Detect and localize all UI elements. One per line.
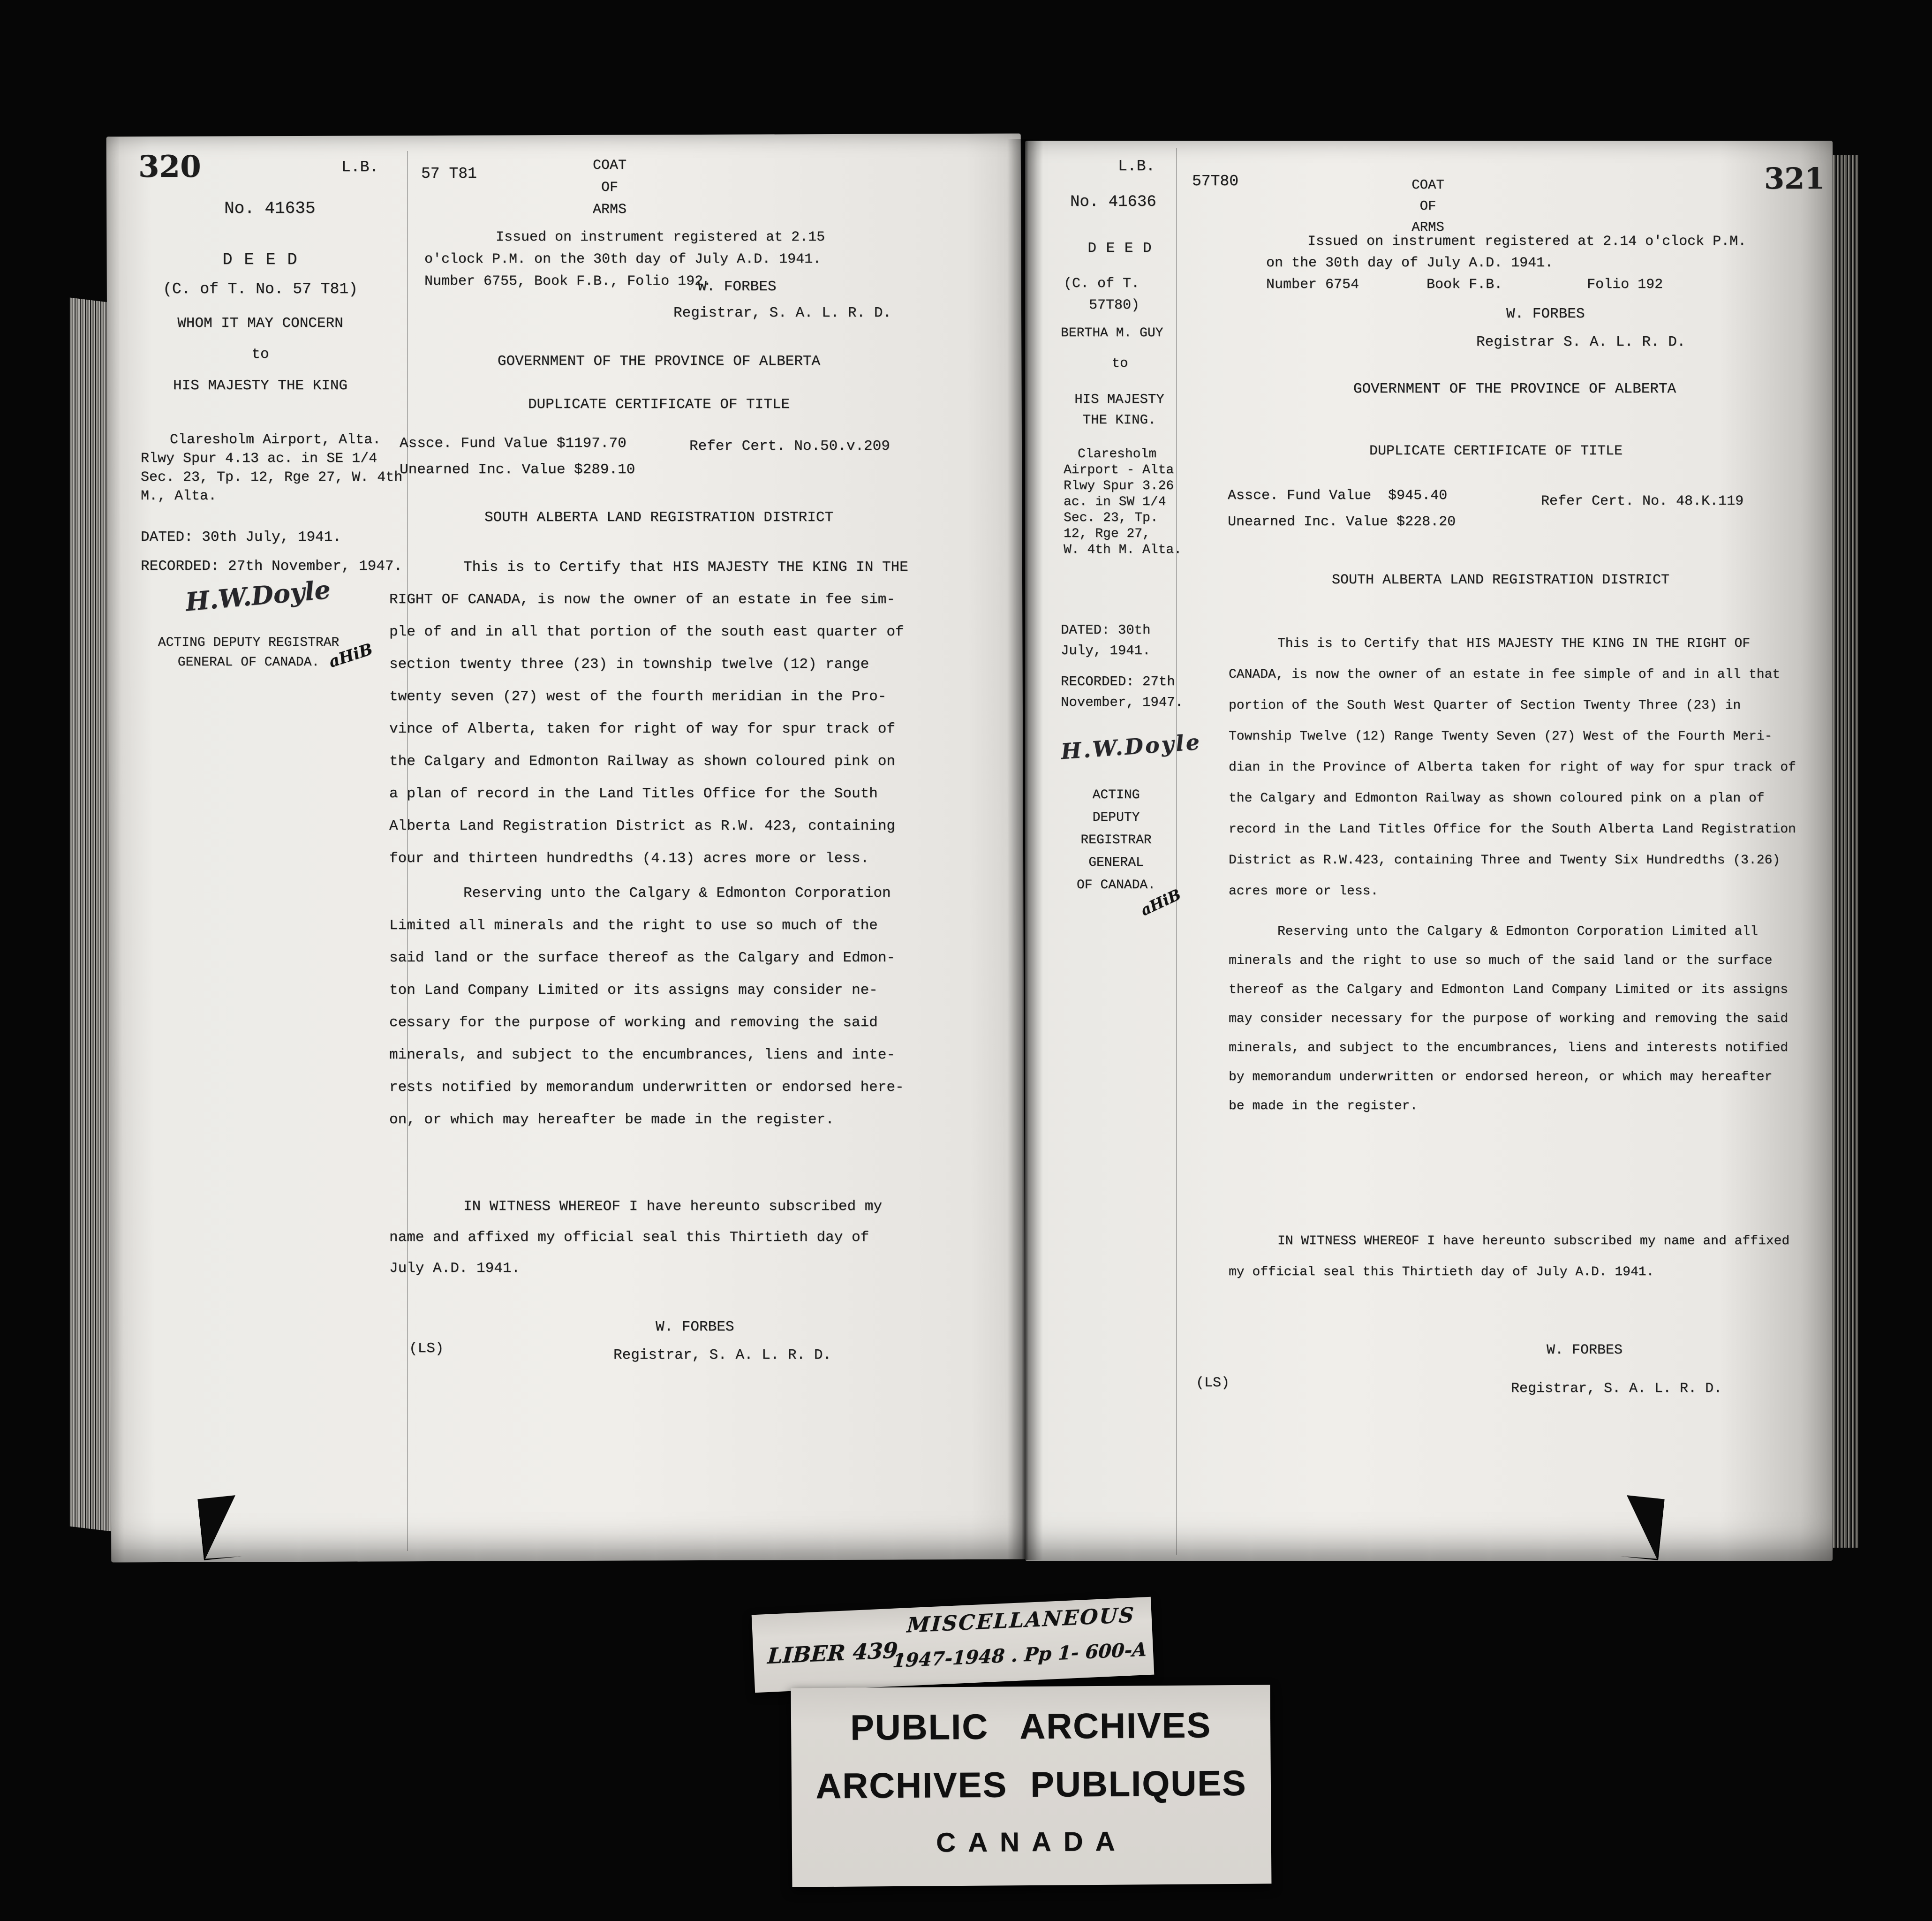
witness-paragraph-right: IN WITNESS WHEREOF I have hereunto subscribed my name and affixed my official seal this Thirtieth day of July A.D. 1941. [1229,1234,1790,1279]
page-edges-right [1832,155,1859,1548]
doc-number-right: No. 41636 [1070,193,1156,211]
recorded-right: RECORDED: 27th November, 1947. [1061,674,1184,710]
registrar-title-top-left: Registrar, S. A. L. R. D. [673,305,892,321]
signed-title-left: Registrar, S. A. L. R. D. [613,1347,832,1363]
reserving-paragraph-left: Reserving unto the Calgary & Edmonton Corporation Limited all minerals and the right to use so much of the said land or the surface thereof as the Calgary and Edmon- ton Land Company Limited or its assigns may consider ne- cessary for the purpose of working and removing the said minerals, and subject to the encumbrances, liens and inte- rests notified by memorandum underwritten or endorsed here- on, or which may hereafter be made in the register. [389,885,904,1128]
certify-paragraph-left: This is to Certify that HIS MAJESTY THE KING IN THE RIGHT OF CANADA, is now the owner of an estate in fee sim- ple of and in all that portion of the south east quarter of section twenty three (23) in township twelve (12) range twenty seven (27) west of the fourth meridian in the Pro- vince of Alberta, taken for right of way for spur track of the Calgary and Edmonton Railway as shown coloured pink on a plan of record in the Land Titles Office for the South Alberta Land Registration District as R.W. 423, containing four and thirteen hundredths (4.13) acres more or less. [389,559,908,867]
government-heading-right: GOVERNMENT OF THE PROVINCE OF ALBERTA [1353,381,1676,397]
volume-title: MISCELLANEOUS [906,1603,1136,1638]
signed-name-right: W. FORBES [1547,1342,1623,1358]
grantor-left: WHOM IT MAY CONCERN [177,315,343,332]
to-label-left: to [251,346,269,363]
registry-letter-right: L.B. [1118,158,1155,175]
registrar-name-top-right: W. FORBES [1506,306,1585,322]
registrar-name-top-left: W. FORBES [698,279,777,295]
deed-title-left: D E E D [222,250,298,269]
stamp-line-english: PUBLIC ARCHIVES [850,1705,1212,1748]
district-heading-left: SOUTH ALBERTA LAND REGISTRATION DISTRICT [484,509,834,526]
unearned-value-left: Unearned Inc. Value $289.10 [400,461,635,478]
public-archives-stamp [791,1685,1272,1887]
issued-statement-left: Issued on instrument registered at 2.15 o'clock P.M. on the 30th day of July A.D. 1941. Number 6755, Book F.B., Folio 192. [424,229,825,289]
handwritten-initials-right: aHiB [1138,885,1184,920]
dated-right: DATED: 30th July, 1941. [1061,622,1151,658]
signed-title-right: Registrar, S. A. L. R. D. [1511,1381,1722,1397]
land-description-right: Claresholm Airport - Alta Rlwy Spur 3.26 ac. in SW 1/4 Sec. 23, Tp. 12, Rge 27, W. 4th M. Alta. [1064,447,1182,557]
deed-title-right: D E E D [1087,240,1152,257]
liber-number: LIBER 439. [767,1637,906,1669]
handwritten-volume-label [752,1597,1155,1693]
district-heading-right: SOUTH ALBERTA LAND REGISTRATION DISTRICT [1331,572,1670,588]
fund-value-right: Assce. Fund Value $945.40 [1228,488,1448,504]
issued-statement-right: Issued on instrument registered at 2.14 o'clock P.M. on the 30th day of July A.D. 1941. Number 6754 Book F.B. Folio 192 [1266,234,1747,293]
doc-number-left: No. 41635 [224,199,316,218]
volume-range: 1947-1948 . Pp 1- 600-A [892,1638,1147,1672]
certificate-heading-left: DUPLICATE CERTIFICATE OF TITLE [528,396,790,413]
dated-left: DATED: 30th July, 1941. [141,529,341,545]
refer-cert-right: Refer Cert. No. 48.K.119 [1541,493,1744,509]
stamp-line-french: ARCHIVES PUBLIQUES [815,1763,1247,1807]
cot-ref-left: (C. of T. No. 57 T81) [163,280,358,298]
registrar-general-signature-right: H.W.Doyle [1060,729,1202,764]
cert-ref-left: 57 T81 [421,165,477,182]
book-gutter [1007,139,1043,1560]
page-number-left: 320 [138,149,201,184]
cot-ref-right: (C. of T. 57T80) [1064,276,1140,313]
recorded-left: RECORDED: 27th November, 1947. [141,558,403,575]
government-heading-left: GOVERNMENT OF THE PROVINCE OF ALBERTA [497,353,821,370]
grantee-left: HIS MAJESTY THE KING [173,378,348,394]
witness-paragraph-left: IN WITNESS WHEREOF I have hereunto subscribed my name and affixed my official seal this Thirtieth day of July A.D. 1941. [389,1198,882,1277]
handwritten-initials-left: aHiB [326,640,375,672]
land-description-left: Claresholm Airport, Alta. Rlwy Spur 4.13 ac. in SE 1/4 Sec. 23, Tp. 12, Rge 27, W. 4th M., Alta. [141,432,403,504]
page-number-right: 321 [1764,161,1825,196]
certify-paragraph-right: This is to Certify that HIS MAJESTY THE KING IN THE RIGHT OF CANADA, is now the owner of an estate in fee simple of and in all that portion of the South West Quarter of Section Twenty Three (23) in Township Twelve (12) Range Twenty Seven (27) West of the Fourth Meri- dian in the Province of Alberta taken for right of way for spur track of the Calgary and Edmonton Railway as shown coloured pink on a plan of record in the Land Titles Office for the South Alberta Land Registration District as R.W.423, containing Three and Twenty Six Hundredths (3.26) acres more or less. [1229,636,1796,899]
reserving-paragraph-right: Reserving unto the Calgary & Edmonton Corporation Limited all minerals and the right to use so much of the said land or the surface thereof as the Calgary and Edmonton Land Company Limited or its assigns may consider necessary for the purpose of working and removing the said minerals, and subject to the encumbrances, liens and interests notified by memorandum underwritten or endorsed hereon, or which may hereafter be made in the register. [1229,924,1788,1113]
certificate-heading-right: DUPLICATE CERTIFICATE OF TITLE [1369,443,1623,459]
unearned-value-right: Unearned Inc. Value $228.20 [1228,514,1456,530]
refer-cert-left: Refer Cert. No.50.v.209 [689,438,890,454]
registrar-general-signature-left: H.W.Doyle [184,574,332,617]
seal-mark-right: (LS) [1196,1375,1230,1391]
signed-name-left: W. FORBES [656,1319,734,1335]
fold-line-right-page [1176,148,1177,1555]
cert-ref-right: 57T80 [1192,173,1239,190]
to-label-right: to [1111,355,1128,371]
registrar-title-top-right: Registrar S. A. L. R. D. [1476,334,1686,350]
coat-of-arms-left: COAT OF ARMS [592,158,626,218]
stamp-line-canada: CANADA [936,1826,1127,1858]
grantee-right: HIS MAJESTY THE KING. [1074,392,1164,428]
signature-title-right: ACTING DEPUTY REGISTRAR GENERAL OF CANADA. [1076,788,1156,892]
fund-value-left: Assce. Fund Value $1197.70 [400,435,626,452]
grantor-right: BERTHA M. GUY [1061,326,1163,340]
page-edges-left [69,297,113,1531]
seal-mark-left: (LS) [409,1340,444,1357]
signature-title-left: ACTING DEPUTY REGISTRAR GENERAL OF CANADA. [158,635,340,670]
registry-letter-left: L.B. [341,159,379,176]
page-clip-right [1620,1495,1664,1560]
page-clip-left [197,1495,242,1560]
coat-of-arms-right: COAT OF ARMS [1411,177,1444,235]
